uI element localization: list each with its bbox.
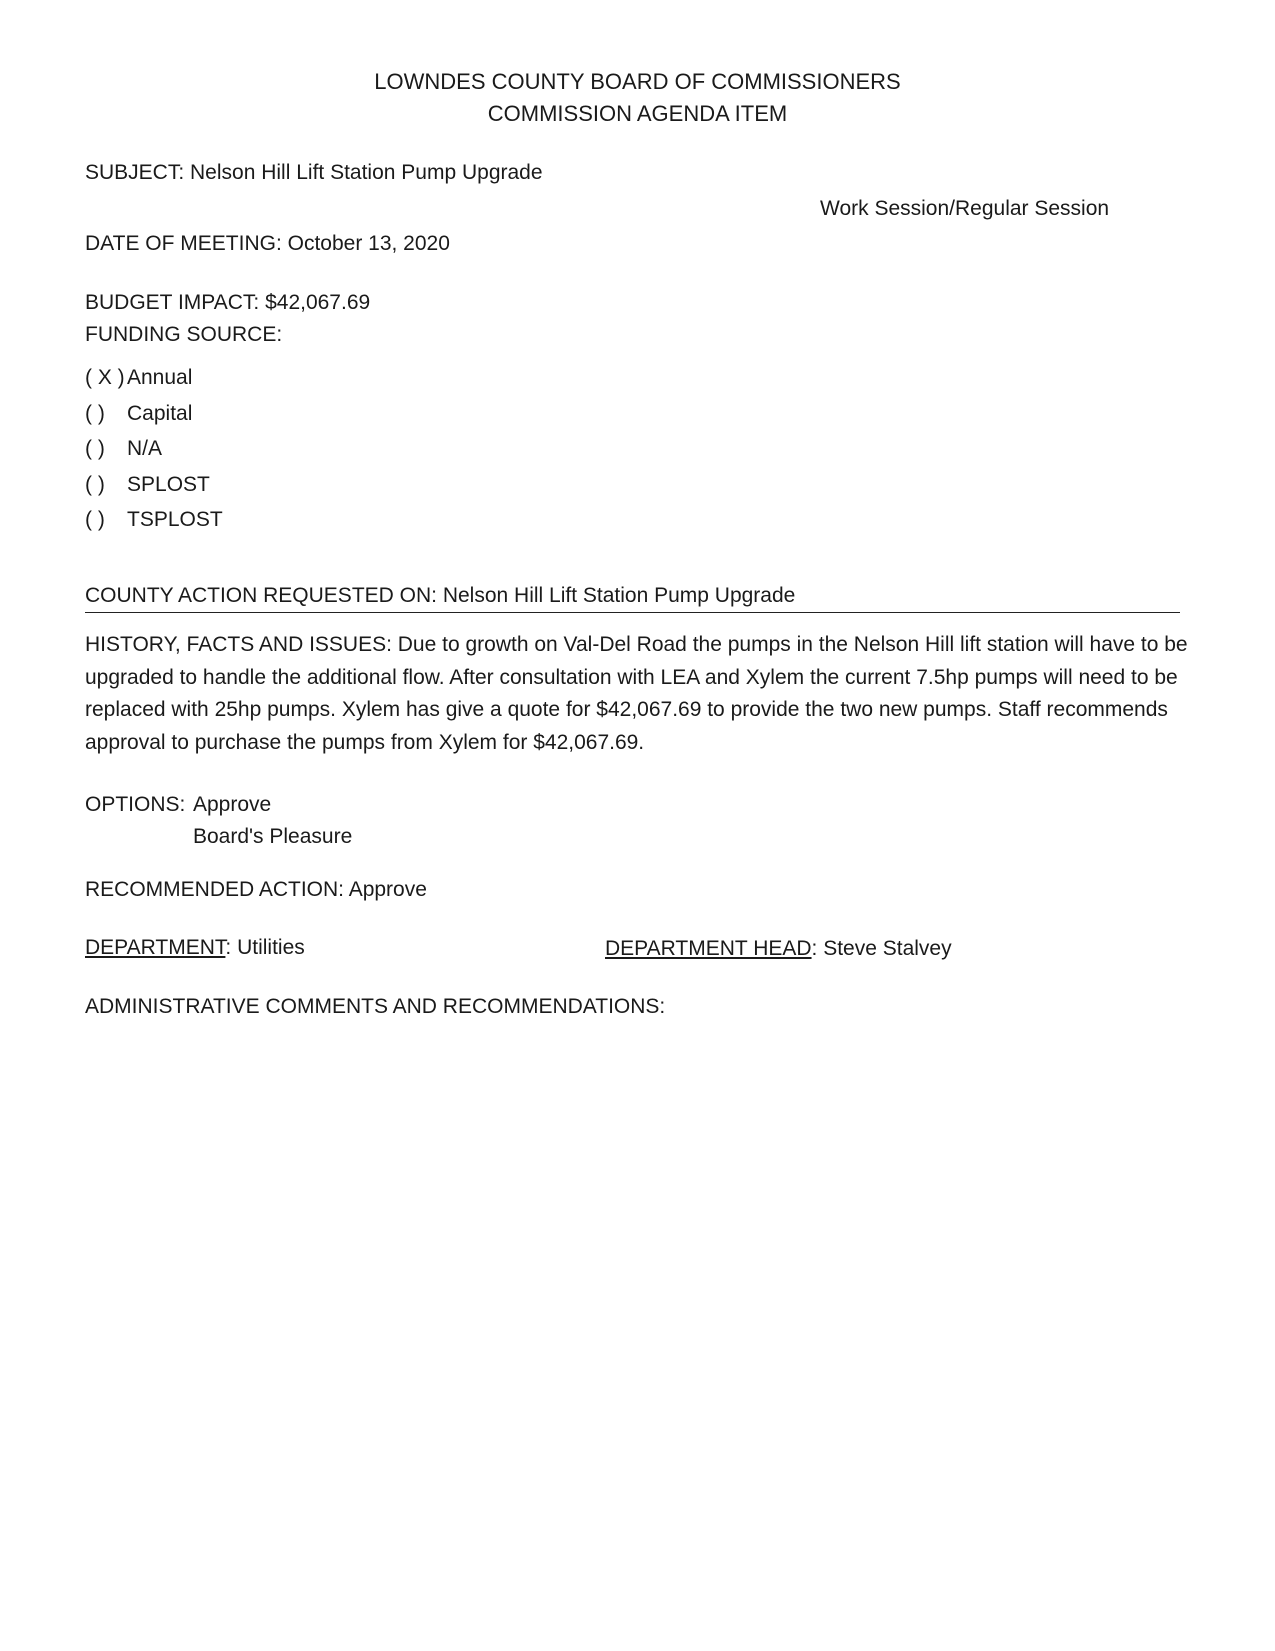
- budget-impact: BUDGET IMPACT: $42,067.69: [85, 291, 371, 314]
- department-head-value: : Steve Stalvey: [811, 937, 952, 960]
- option-item: Board's Pleasure: [193, 825, 353, 848]
- options-section: [85, 789, 352, 853]
- administrative-comments: ADMINISTRATIVE COMMENTS AND RECOMMENDATIONS:: [85, 995, 666, 1018]
- funding-option: [85, 507, 223, 543]
- department-label: DEPARTMENT: [85, 936, 226, 959]
- funding-source-list: [85, 365, 223, 543]
- department: [85, 935, 305, 961]
- funding-checkbox: ( ): [85, 508, 105, 531]
- funding-option-label: N/A: [127, 437, 163, 460]
- funding-option-label: TSPLOST: [127, 508, 223, 531]
- department-value: : Utilities: [225, 936, 305, 959]
- session-type: Work Session/Regular Session: [820, 197, 1110, 220]
- funding-checkbox: ( ): [85, 472, 105, 496]
- funding-checkbox: ( X ): [85, 366, 125, 389]
- header-title: LOWNDES COUNTY BOARD OF COMMISSIONERS: [374, 69, 901, 94]
- history-facts-issues: HISTORY, FACTS AND ISSUES: Due to growth on Val-Del Road the pumps in the Nelson Hill lift station will have to be upgraded to handle the additional flow. After consultation with LEA and Xylem the current 7.5hp pumps will need to be replaced with 25hp pumps. Xylem has give a quote for $42,067.69 to provide the two new pumps. Staff recommends approval to purchase the pumps from Xylem for $42,067.69.: [85, 633, 1188, 754]
- county-action-requested: COUNTY ACTION REQUESTED ON: Nelson Hill Lift Station Pump Upgrade: [85, 583, 1180, 613]
- funding-source-label: FUNDING SOURCE:: [85, 323, 283, 346]
- department-head-label: DEPARTMENT HEAD: [605, 937, 812, 960]
- subject-line: SUBJECT: Nelson Hill Lift Station Pump Upgrade: [85, 161, 543, 184]
- option-item: Approve: [193, 793, 272, 816]
- options-label: OPTIONS:: [85, 793, 186, 816]
- funding-option-label: SPLOST: [127, 472, 210, 496]
- funding-option: [85, 401, 223, 437]
- document-header: [0, 66, 1275, 130]
- funding-checkbox: ( ): [85, 401, 105, 425]
- department-head: [605, 936, 952, 962]
- recommended-action: RECOMMENDED ACTION: Approve: [85, 878, 427, 901]
- funding-option: [85, 436, 223, 472]
- date-of-meeting: DATE OF MEETING: October 13, 2020: [85, 232, 450, 255]
- header-subtitle: COMMISSION AGENDA ITEM: [487, 101, 788, 126]
- funding-checkbox: ( ): [85, 437, 105, 460]
- funding-option: [85, 472, 223, 508]
- funding-option: [85, 365, 223, 401]
- funding-option-label: Annual: [127, 366, 193, 389]
- funding-option-label: Capital: [127, 401, 193, 425]
